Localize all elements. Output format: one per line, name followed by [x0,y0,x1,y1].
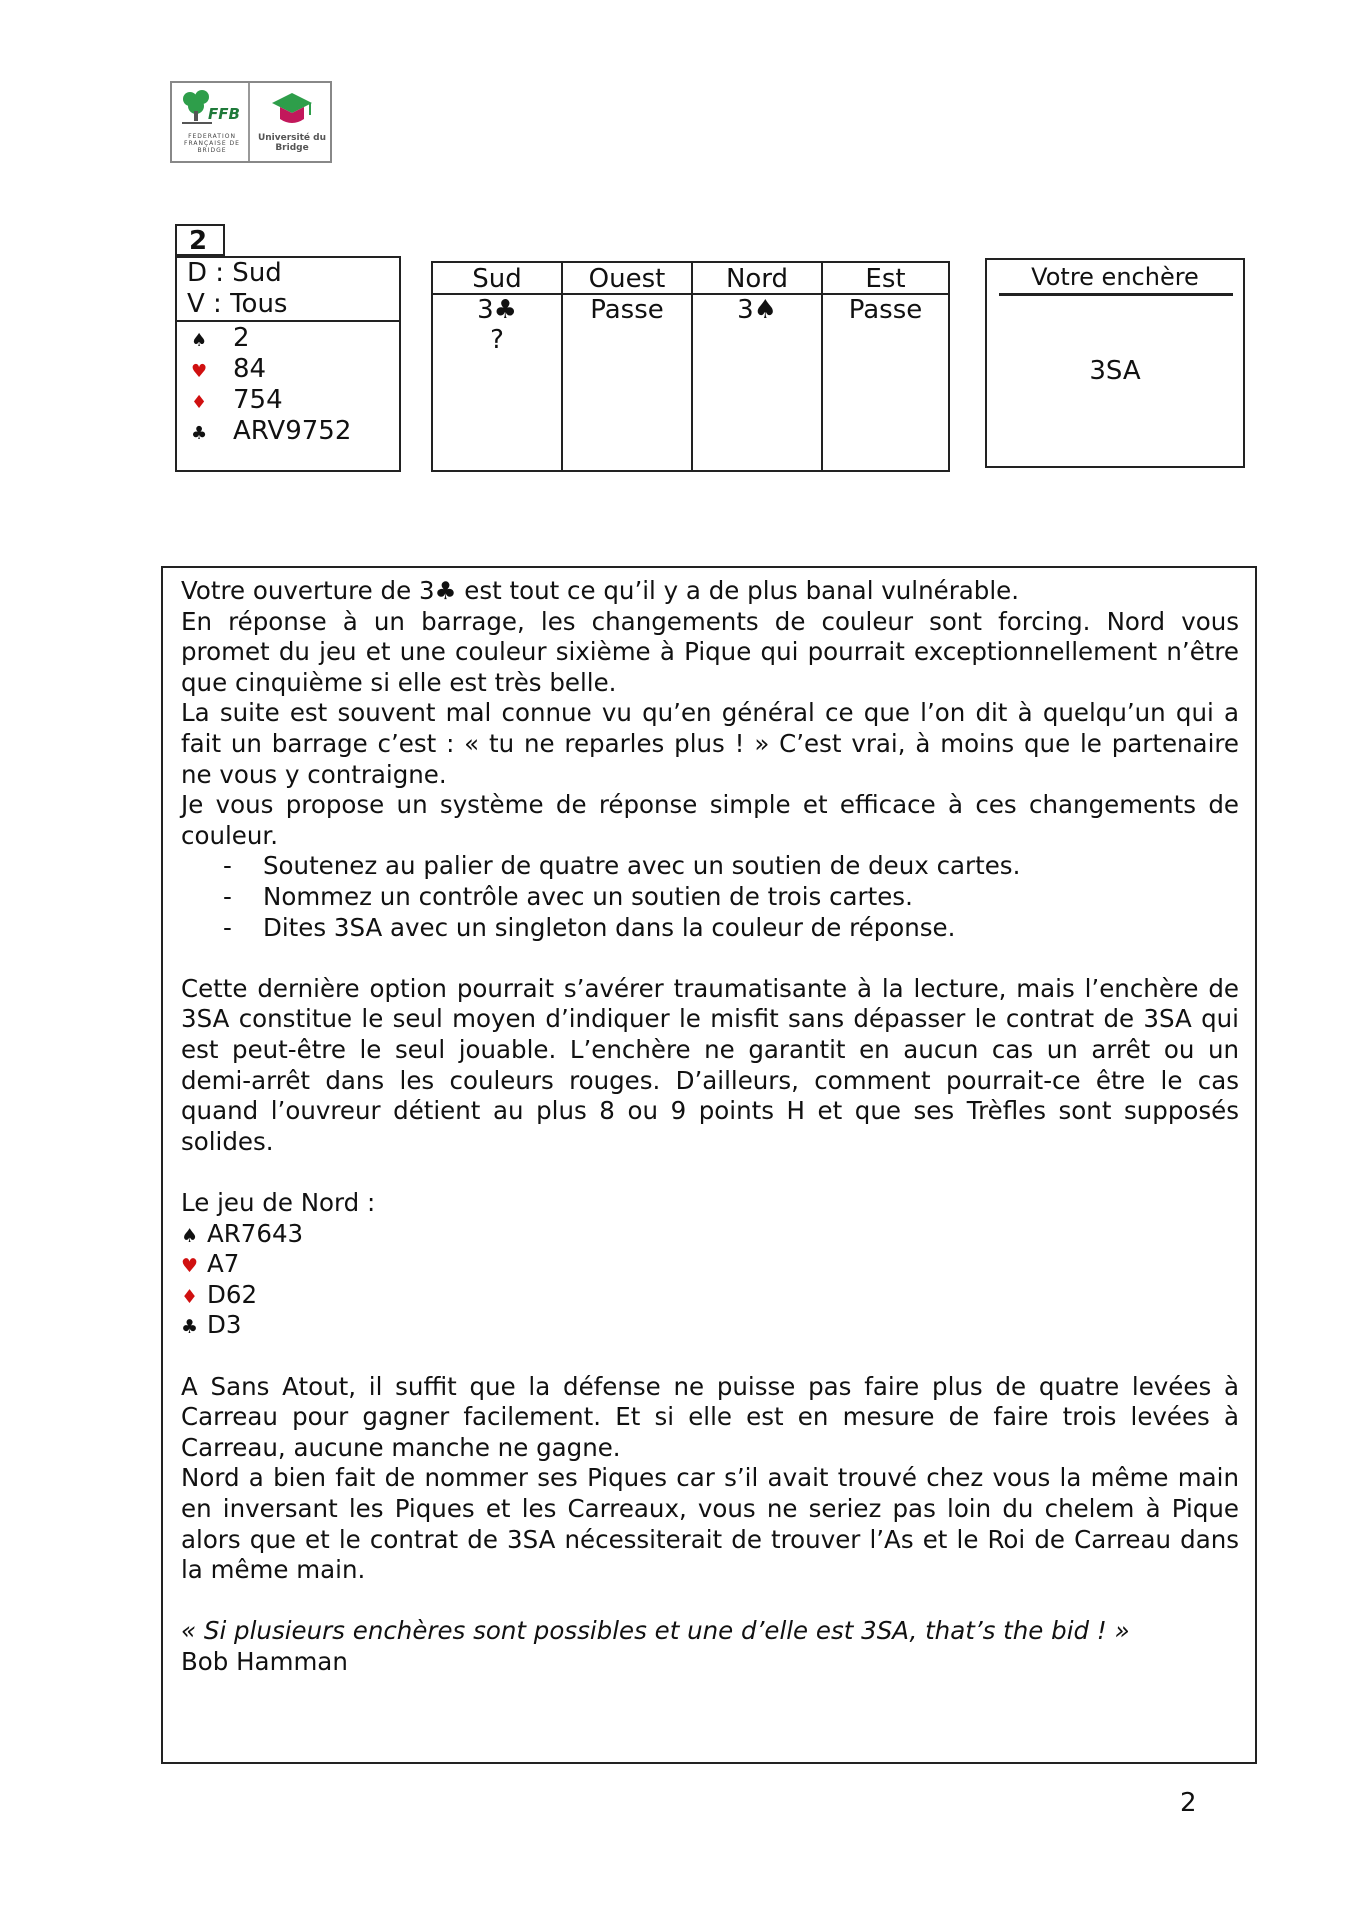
text-line: Votre ouverture de 3♣ est tout ce qu’il y a de plus banal vulnérable. [181,576,1020,605]
bullet-item: Soutenez au palier de quatre avec un soutien de deux cartes. [263,851,1021,881]
north-diamonds-row [181,1280,1239,1313]
club-icon: ♣ [181,1316,199,1339]
heart-icon: ♥ [191,361,208,382]
bid-header-ouest: Ouest [563,263,691,295]
north-hearts-row [181,1249,1239,1282]
bid-column-nord [693,263,823,470]
text-line: solides. [181,1126,274,1156]
north-diamonds: D62 [207,1279,258,1309]
deal-box [175,256,401,472]
diamond-icon: ♦ [191,392,208,413]
bullet-item: Dites 3SA avec un singleton dans la couleur de réponse. [263,912,956,942]
text-line: promet du jeu et une couleur sixième à Pique qui pourrait exceptionnellement n’être [181,637,1239,667]
north-clubs: D3 [207,1310,242,1340]
hand-diamonds: 754 [233,385,283,415]
text-line: A Sans Atout, il suffit que la défense ne puisse pas faire plus de quatre levées à [181,1371,1239,1401]
text-line: Cette dernière option pourrait s’avérer traumatisante à la lecture, mais l’enchère de [181,973,1239,1003]
bullet-mark: - [223,882,232,911]
vulnerability: V : Tous [187,289,288,319]
spade-icon: ♠ [191,330,208,351]
bullet-item: Nommez un contrôle avec un soutien de trois cartes. [263,882,913,911]
text-line: couleur. [181,820,279,850]
hand-diamonds-row [191,385,283,418]
bid-ouest-1: Passe [590,295,664,325]
text-line: Nord a bien fait de nommer ses Piques car s’il avait trouvé chez vous la même main [181,1463,1239,1493]
north-clubs-row [181,1310,1239,1343]
text-line: fait un barrage c’est : « tu ne reparles plus ! » C’est vrai, à moins que le partenaire [181,729,1239,758]
north-spades: AR7643 [207,1218,304,1248]
quote: « Si plusieurs enchères sont possibles et une d’elle est 3SA, that’s the bid ! » [181,1616,1130,1646]
answer-title: Votre enchère [1031,263,1199,291]
hand-spades-row [191,323,250,356]
text-line: 3SA constitue le seul moyen d’indiquer le misfit sans dépasser le contrat de 3SA qui [181,1004,1239,1034]
text-line: la même main. [181,1555,366,1585]
ffb-logo [170,81,332,163]
logo-university: Université du Bridge [257,133,327,153]
spade-icon: ♠ [181,1224,199,1247]
bid-est-1: Passe [848,295,923,325]
bid-column-ouest [563,263,693,470]
hand-clubs: ARV9752 [233,416,352,446]
bid-nord-1: 3♠ [737,295,777,325]
text-line: Carreau pour gagner facilement. Et si elle est en mesure de faire trois levées à [181,1402,1239,1432]
text-line: ne vous y contraigne. [181,759,447,789]
hand-hearts: 84 [233,354,267,384]
hand-clubs-row [191,416,352,449]
text-line: En réponse à un barrage, les changements de couleur sont forcing. Nord vous [181,606,1239,636]
text-line: Carreau, aucune manche ne gagne. [181,1432,621,1462]
bid-sud-1: 3♣ [477,295,517,325]
bid-sud-2: ? [490,325,504,355]
bullet-mark: - [223,912,232,942]
explanation-box [161,566,1257,1764]
text-line: en inversant les Piques et les Carreaux, vous ne seriez pas loin du chelem à Pique [181,1494,1239,1523]
dealer: D : Sud [187,258,282,288]
north-hearts: A7 [207,1249,240,1279]
text-line: alors que et le contrat de 3SA nécessiterait de trouver l’As et le Roi de Carreau dans [181,1524,1239,1554]
answer-box [985,258,1245,468]
board-number: 2 [175,224,225,256]
bid-header-sud: Sud [433,263,561,295]
answer-bid: 3SA [1089,356,1141,386]
bid-column-sud [433,263,563,470]
north-hand-title: Le jeu de Nord : [181,1188,376,1217]
text-line: quand l’ouvreur détient au plus 8 ou 9 points H et que ses Trèfles sont supposés [181,1096,1239,1126]
diamond-icon: ♦ [181,1285,199,1308]
hand-hearts-row [191,354,267,387]
logo-brand: FFB [208,105,240,123]
bid-column-est [823,263,948,470]
text-line: est peut-être le seul jouable. L’enchère ne garantit en aucun cas un arrêt ou un [181,1035,1239,1064]
heart-icon: ♥ [181,1255,199,1278]
north-spades-row [181,1219,1239,1252]
hand-spades: 2 [233,323,250,353]
bullet-mark: - [223,851,232,881]
bidding-table [431,261,950,472]
text-line: La suite est souvent mal connue vu qu’en général ce que l’on dit à quelqu’un qui a [181,698,1239,728]
graduation-cap-icon [270,91,314,129]
quote-author: Bob Hamman [181,1647,348,1676]
text-line: que cinquième si elle est très belle. [181,667,617,697]
club-icon: ♣ [191,423,208,444]
text-line: Je vous propose un système de réponse simple et efficace à ces changements de [181,790,1239,820]
bid-header-nord: Nord [693,263,821,295]
text-line: demi-arrêt dans les couleurs rouges. D’ailleurs, comment pourrait-ce être le cas [181,1065,1239,1095]
bid-header-est: Est [823,263,948,295]
logo-federation: FEDERATION FRANÇAISE DE BRIDGE [184,133,240,154]
page-number: 2 [1180,1788,1197,1818]
